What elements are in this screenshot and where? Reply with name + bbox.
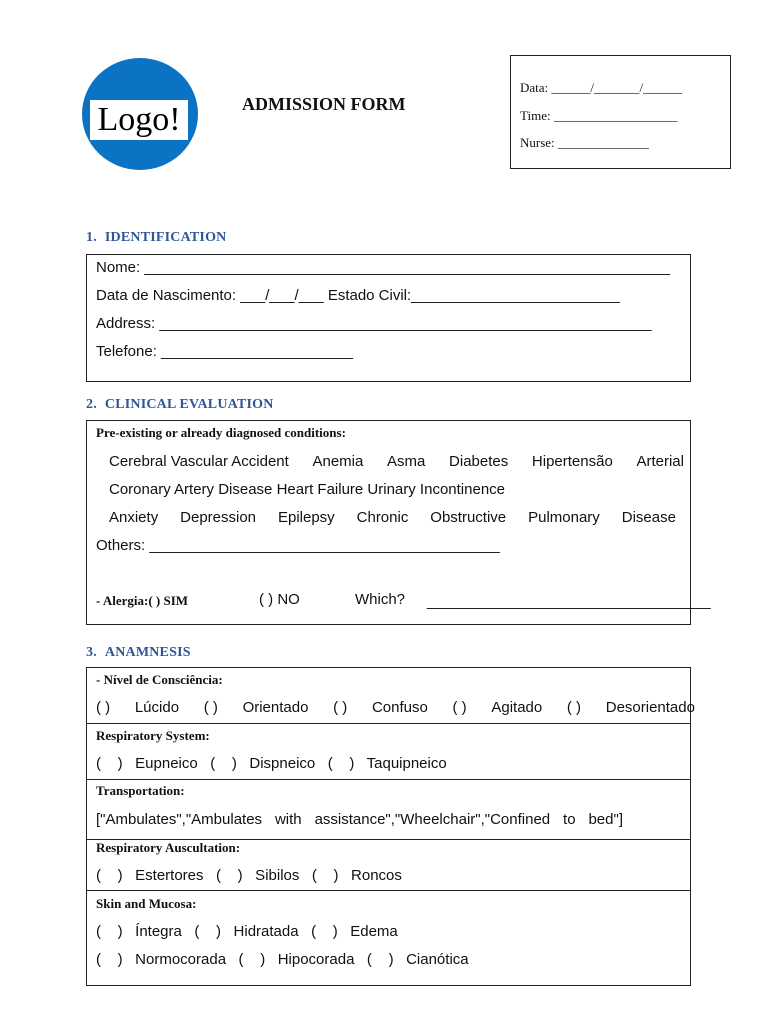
info-box [510, 55, 731, 169]
allergy-which-field[interactable]: __________________________________ [427, 593, 711, 610]
option-label: Agitado [491, 699, 543, 716]
option-label: Orientado [242, 699, 309, 716]
others-field[interactable]: Others: __________________________________________ [96, 537, 500, 554]
condition-option[interactable]: Obstructive [430, 509, 507, 526]
conditions-row-1 [109, 453, 684, 470]
transport-option[interactable]: with [274, 811, 302, 828]
row-divider [87, 890, 690, 891]
transport-options [96, 811, 623, 828]
condition-option[interactable]: Arterial [636, 453, 684, 470]
option-label: Desorientado [605, 699, 695, 716]
section-clinical-heading: 2. CLINICAL EVALUATION [86, 397, 274, 412]
conditions-row-2[interactable]: Coronary Artery Disease Heart Failure Urinary Incontinence [109, 481, 505, 498]
consciencia-label: - Nível de Consciência: [96, 672, 223, 687]
respiratory-label: Respiratory System: [96, 728, 210, 743]
clinical-box [86, 420, 711, 625]
option-label: Confuso [371, 699, 428, 716]
transport-label: Transportation: [96, 783, 185, 798]
row-divider [87, 779, 690, 780]
allergy-which-label: Which? [355, 591, 406, 608]
condition-option[interactable]: Asma [387, 453, 426, 470]
condition-option[interactable]: Anxiety [109, 509, 159, 526]
condition-option[interactable]: Epilepsy [277, 509, 335, 526]
checkbox[interactable]: ( ) [452, 699, 467, 716]
condition-option[interactable]: Diabetes [449, 453, 509, 470]
nascimento-field[interactable]: Data de Nascimento: ___/___/___ Estado Civil:_________________________ [96, 287, 620, 304]
nome-field[interactable]: Nome: _______________________________________________________________ [96, 259, 670, 276]
logo-label: Logo! [90, 100, 188, 140]
conditions-label: Pre-existing or already diagnosed conditions: [96, 425, 346, 440]
respiratory-options[interactable]: ( ) Eupneico ( ) Dispneico ( ) Taquipneico [96, 755, 447, 772]
conditions-row-3 [109, 509, 676, 526]
nurse-field[interactable]: Nurse: ______________ [520, 135, 649, 150]
skin-label: Skin and Mucosa: [96, 896, 197, 911]
auscultation-label: Respiratory Auscultation: [96, 840, 241, 855]
identification-box [86, 254, 691, 382]
transport-option[interactable]: bed"] [588, 811, 623, 828]
checkbox[interactable]: ( ) [203, 699, 218, 716]
checkbox[interactable]: ( ) [333, 699, 348, 716]
anamnesis-box [86, 667, 695, 986]
date-field[interactable]: Data: ______/_______/______ [520, 80, 683, 95]
skin-options-row-2[interactable]: ( ) Normocorada ( ) Hipocorada ( ) Cianótica [96, 951, 469, 968]
consciencia-options [96, 699, 695, 716]
condition-option[interactable]: Anemia [312, 453, 364, 470]
allergy-yes-option[interactable]: - Alergia:( ) SIM [96, 593, 189, 608]
transport-option[interactable]: to [563, 811, 576, 828]
transport-option[interactable]: assistance","Wheelchair","Confined [314, 811, 551, 828]
checkbox[interactable]: ( ) [566, 699, 582, 716]
address-field[interactable]: Address: ___________________________________________________________ [96, 315, 652, 332]
allergy-no-option[interactable]: ( ) NO [259, 591, 300, 608]
condition-option[interactable]: Depression [180, 509, 257, 526]
section-identification-heading: 1. IDENTIFICATION [86, 230, 227, 245]
form-title: ADMISSION FORM [242, 94, 406, 114]
skin-options-row-1[interactable]: ( ) Íntegra ( ) Hidratada ( ) Edema [96, 923, 398, 940]
condition-option[interactable]: Disease [621, 509, 676, 526]
section-anamnesis-heading: 3. ANAMNESIS [86, 645, 191, 660]
auscultation-options[interactable]: ( ) Estertores ( ) Sibilos ( ) Roncos [96, 867, 402, 884]
telefone-field[interactable]: Telefone: _______________________ [96, 343, 353, 360]
condition-option[interactable]: Pulmonary [528, 509, 600, 526]
transport-option[interactable]: ["Ambulates","Ambulates [96, 811, 263, 828]
row-divider [87, 723, 690, 724]
condition-option[interactable]: Chronic [356, 509, 409, 526]
checkbox[interactable]: ( ) [96, 699, 111, 716]
condition-option[interactable]: Hipertensão [531, 453, 613, 470]
condition-option[interactable]: Cerebral Vascular Accident [109, 453, 289, 470]
option-label: Lúcido [134, 699, 180, 716]
time-field[interactable]: Time: ___________________ [520, 107, 678, 123]
